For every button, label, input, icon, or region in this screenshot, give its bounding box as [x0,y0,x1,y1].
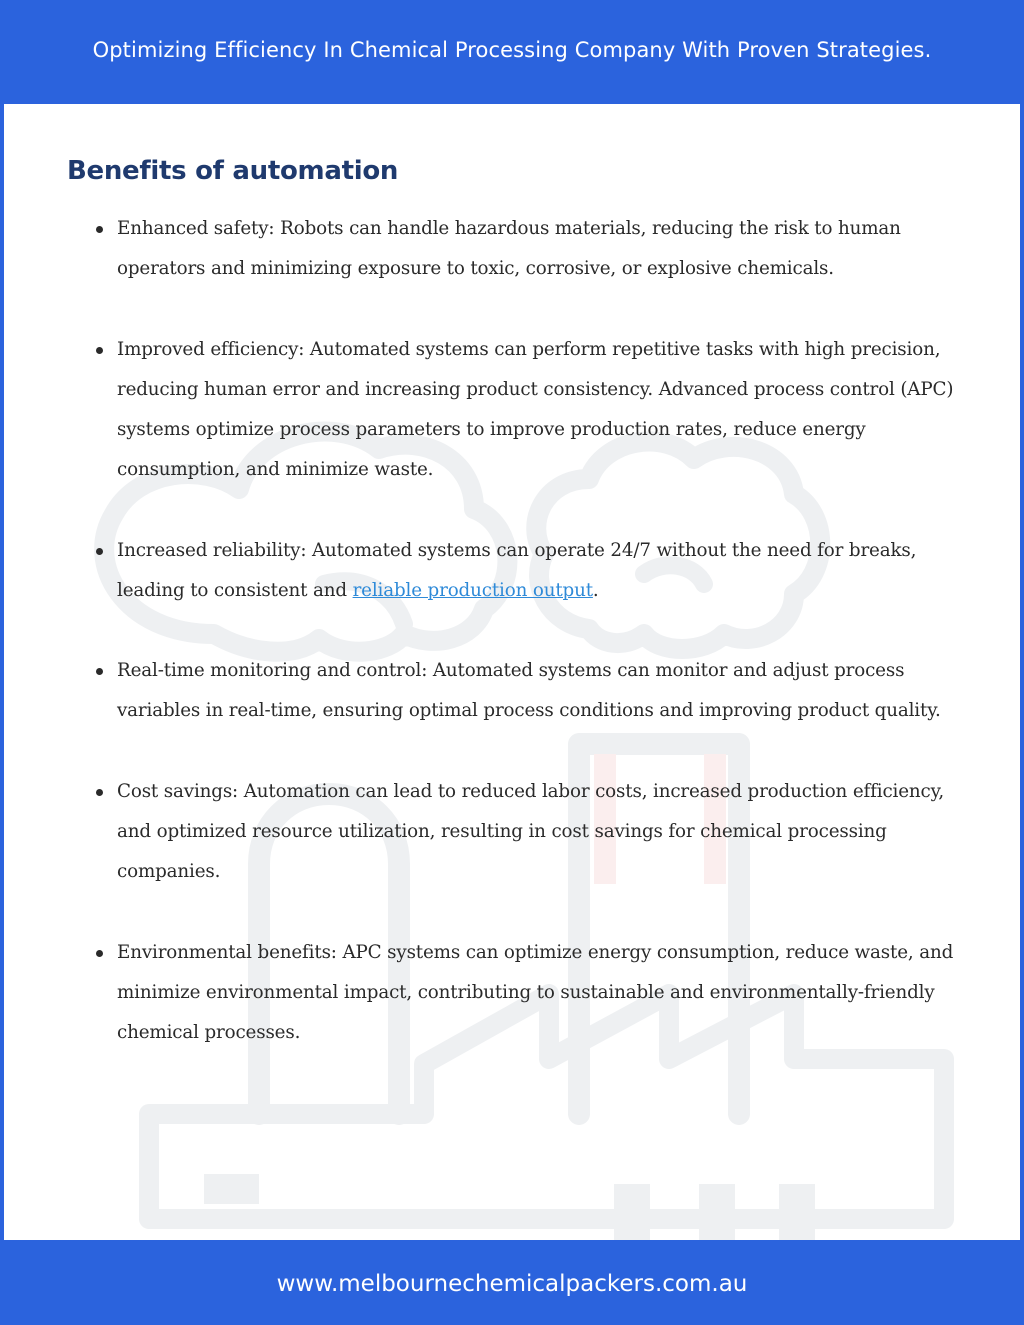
content-area [4,104,1020,1240]
list-item [117,772,967,893]
list-item [117,531,967,611]
page-header [0,0,1024,100]
list-item-text: Cost savings: Automation can lead to reduced labor costs, increased production efficiency, and optimized resource utilization, resulting in cost savings for chemical processing companies. [117,780,945,883]
page-header-title: Optimizing Efficiency In Chemical Processing Company With Proven Strategies. [92,38,932,62]
list-item-text: Enhanced safety: Robots can handle hazardous materials, reducing the risk to human operators and minimizing exposure to toxic, corrosive, or explosive chemicals. [117,218,901,280]
section-heading: Benefits of automation [67,156,399,186]
list-item-text: Environmental benefits: APC systems can optimize energy consumption, reduce waste, and minimize environmental impact, contributing to sustainable and environmentally-friendly chemical processes. [117,941,954,1043]
list-item [117,209,967,289]
list-item-text: . [592,579,599,601]
list-item [117,933,967,1054]
reliable-production-output-link[interactable]: reliable production output [352,579,593,601]
list-item [117,651,967,731]
website-url[interactable]: www.melbournechemicalpackers.com.au [276,1270,748,1297]
list-item [117,330,967,491]
list-item-text: Improved efficiency: Automated systems can perform repetitive tasks with high precision, reducing human error and increasing product consistency. Advanced process control (APC) systems optimize process parameters to improve production rates, reduce energy consumption, and minimize waste. [117,338,954,481]
list-item-text: Real-time monitoring and control: Automated systems can monitor and adjust process variables in real-time, ensuring optimal process conditions and improving product quality. [117,660,941,722]
benefits-list [117,209,967,1093]
page-footer [0,1240,1024,1325]
list-item-text: Increased reliability: Automated systems can operate 24/7 without the need for breaks, leading to consistent and [117,539,917,601]
